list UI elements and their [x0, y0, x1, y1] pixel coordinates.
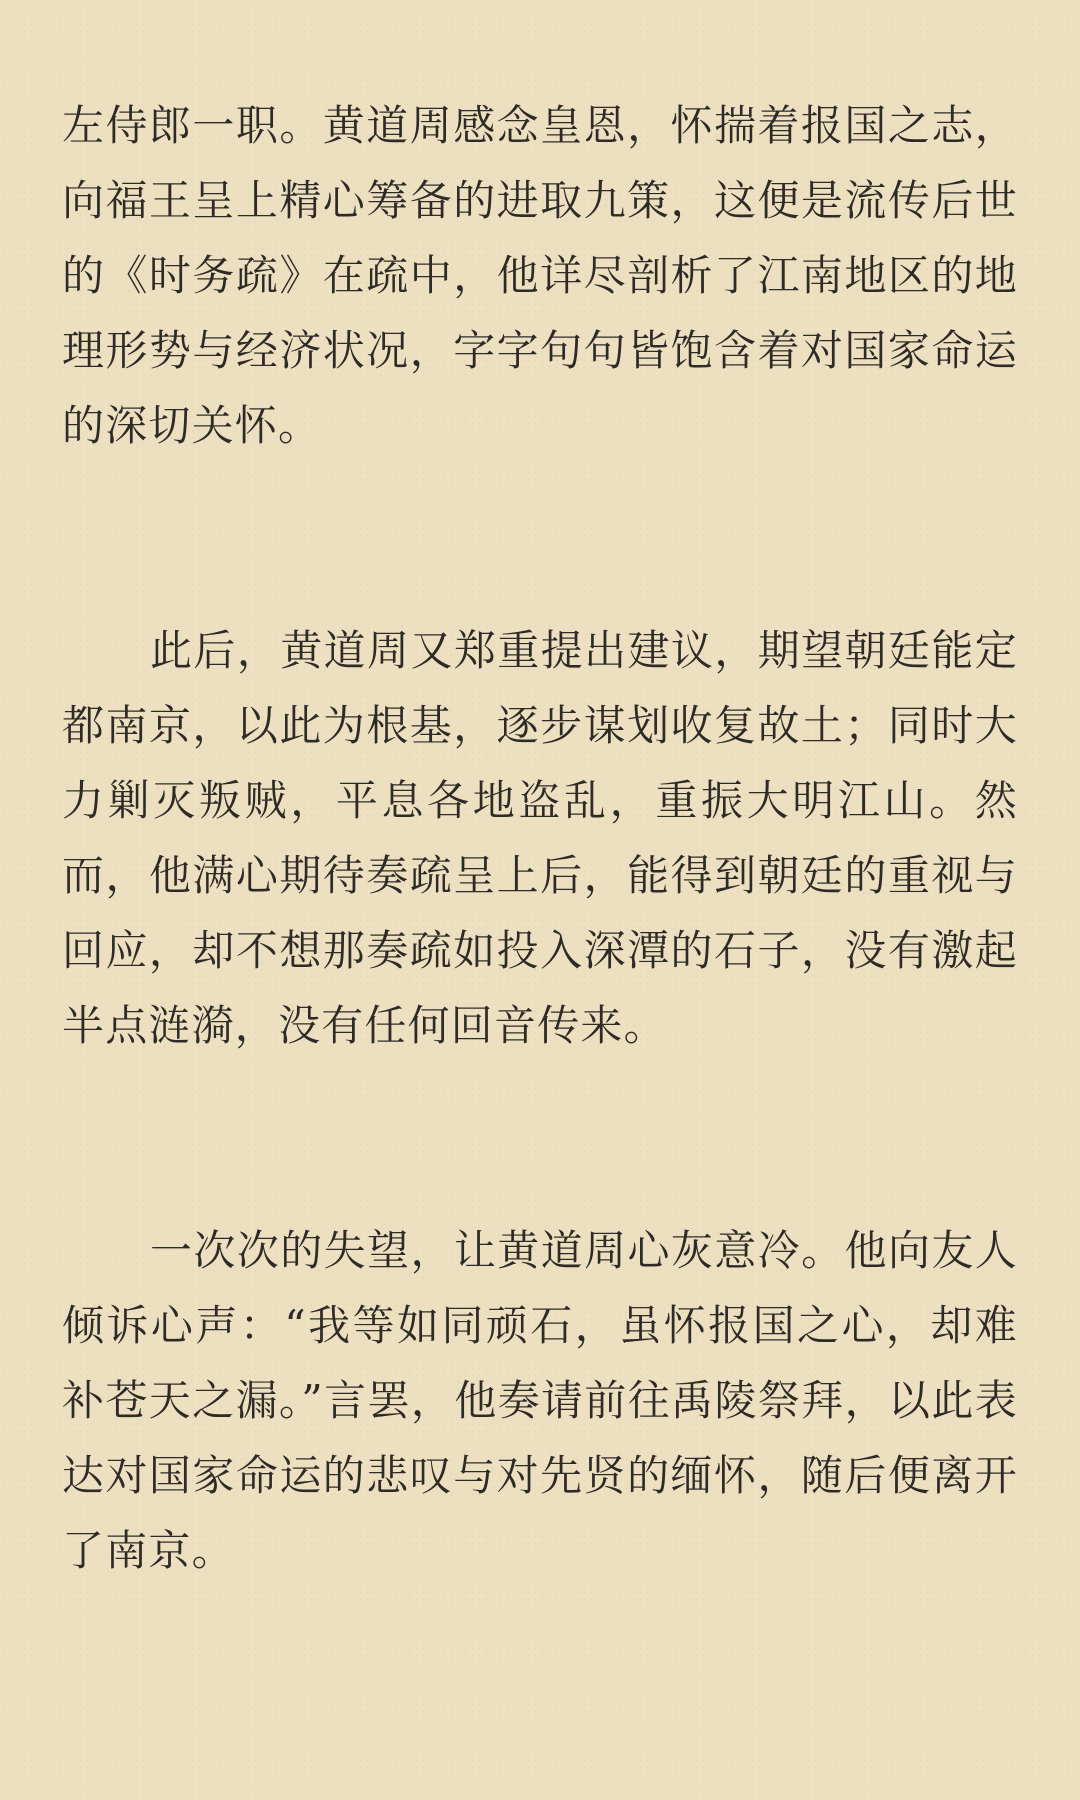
paragraph-3: 一次次的失望，让黄道周心灰意冷。他向友人倾诉心声：“我等如同顽石，虽怀报国之心，却难补苍天之漏。”言罢，他奏请前往禹陵祭拜，以此表达对国家命运的悲叹与对先贤的缅怀，随后便离开了南京。: [62, 1226, 1018, 1575]
paragraph-2: 此后，黄道周又郑重提出建议，期望朝廷能定都南京，以此为根基，逐步谋划收复故土；同时大力剿灭叛贼，平息各地盗乱，重振大明江山。然而，他满心期待奏疏呈上后，能得到朝廷的重视与回应，却不想那奏疏如投入深潭的石子，没有激起半点涟漪，没有任何回音传来。: [62, 626, 1018, 1050]
paragraph-1: 左侍郎一职。黄道周感念皇恩，怀揣着报国之志，向福王呈上精心筹备的进取九策，这便是流传后世的《时务疏》在疏中，他详尽剖析了江南地区的地理形势与经济状况，字字句句皆饱含着对国家命运的深切关怀。: [62, 101, 1018, 450]
